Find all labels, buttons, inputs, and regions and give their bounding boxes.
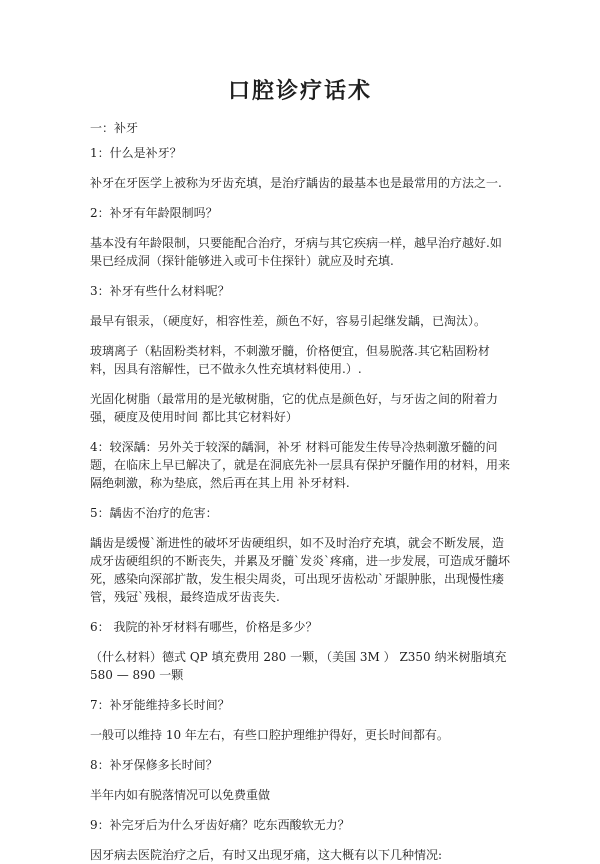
answer-3-glass-ionomer: 玻璃离子（粘固粉类材料，不刺激牙髓，价格便宜，但易脱落.其它粘固粉材料，因具有溶解性，已不做永久性充填材料使用.）. <box>90 344 490 376</box>
section-heading: 一：补牙 <box>90 121 139 135</box>
question-9: 9：补完牙后为什么牙齿好痛？吃东西酸软无力？ <box>90 818 350 832</box>
question-3: 3：补牙有些什么材料呢？ <box>90 284 230 298</box>
item-4-deep-caries: 4：较深龋：另外关于较深的龋洞，补牙 材料可能发生传导冷热刺激牙髓的问题，在临床上早已解决了，就是在洞底先补一层具有保护牙髓作用的材料，用来隔绝刺激，称为垫底，然后再在其上用 补牙材料. <box>90 440 511 490</box>
answer-3-silver-amalgam: 最早有银汞，（硬度好，相容性差，颜色不好，容易引起继发龋，已淘汰）。 <box>90 314 487 328</box>
question-7: 7：补牙能维持多长时间？ <box>90 698 230 712</box>
answer-7: 一般可以维持 10 年左右，有些口腔护理维护得好，更长时间都有。 <box>90 728 449 742</box>
question-5: 5：龋齿不治疗的危害： <box>90 506 218 520</box>
document-body <box>90 119 510 864</box>
question-6: 6： 我院的补牙材料有哪些，价格是多少？ <box>90 620 318 634</box>
answer-5: 龋齿是缓慢`渐进性的破坏牙齿硬组织，如不及时治疗充填，就会不断发展，造成牙齿硬组织的不断丧失，并累及牙髓`发炎`疼痛，进一步发展，可造成牙髓坏死，感染向深部扩散，发生根尖周炎，可出现牙齿松动`牙龈肿胀，出现慢性瘘管，残冠`残根，最终造成牙齿丧失. <box>90 536 511 604</box>
answer-9: 因牙病去医院治疗之后，有时又出现牙痛，这大概有以下几种情况: <box>90 848 443 862</box>
question-2: 2：补牙有年龄限制吗？ <box>90 206 218 220</box>
answer-8: 半年内如有脱落情况可以免费重做 <box>90 788 271 802</box>
answer-3-light-cured-resin: 光固化树脂（最常用的是光敏树脂，它的优点是颜色好，与牙齿之间的附着力强，硬度及使用时间 都比其它材料好） <box>90 392 499 424</box>
answer-2: 基本没有年龄限制，只要能配合治疗，牙病与其它疾病一样，越早治疗越好.如果已经成洞（探针能够进入或可卡住探针）就应及时充填. <box>90 236 502 268</box>
question-1: 1：什么是补牙？ <box>90 146 182 160</box>
question-8: 8：补牙保修多长时间？ <box>90 758 218 772</box>
answer-6: （什么材料）德式 QP 填充费用 280 一颗，（美国 3M ） Z350 纳米树脂填充 580 — 890 一颗 <box>90 650 507 682</box>
document-title: 口腔诊疗话术 <box>227 78 372 104</box>
answer-1: 补牙在牙医学上被称为牙齿充填，是治疗龋齿的最基本也是最常用的方法之一. <box>90 176 502 190</box>
